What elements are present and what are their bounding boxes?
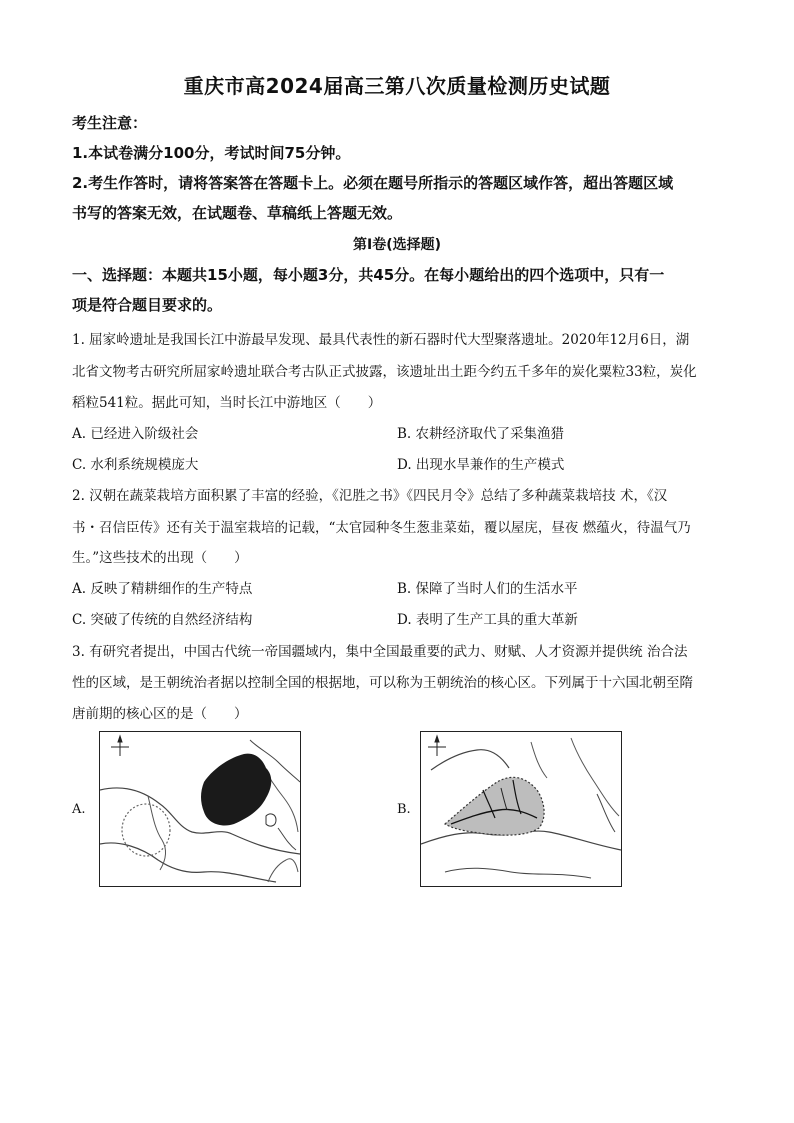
question-1-option-b[interactable]: B. 农耕经济取代了采集渔猎: [397, 426, 565, 442]
map-b-image: [421, 732, 621, 886]
question-2-line-1: 2. 汉朝在蔬菜栽培方面积累了丰富的经验，《氾胜之书》《四民月令》总结了多种蔬菜栽培技 术，《汉: [72, 488, 668, 504]
notice-heading: 考生注意：: [72, 114, 148, 132]
question-3-option-b-label[interactable]: B.: [397, 802, 411, 817]
question-3-line-2: 性的区域，是王朝统治者据以控制全国的根据地，可以称为王朝统治的核心区。下列属于十六国北朝至隋: [72, 675, 693, 691]
question-3-line-3: 唐前期的核心区的是（ ）: [72, 706, 248, 722]
question-2-line-3: 生。”这些技术的出现（ ）: [72, 550, 248, 566]
compass-icon: [428, 736, 446, 756]
section-title: 第Ⅰ卷(选择题): [352, 237, 441, 253]
question-1-option-d[interactable]: D. 出现水旱兼作的生产模式: [397, 457, 565, 473]
map-a-image: [100, 732, 300, 886]
notice-item-1: 1.本试卷满分100分，考试时间75分钟。: [72, 144, 351, 162]
notice-item-2-line-2: 书写的答案无效，在试题卷、草稿纸上答题无效。: [72, 204, 403, 222]
question-2-line-2: 书・召信臣传》还有关于温室栽培的记载，“太官园种冬生葱韭菜茹，覆以屋庑，昼夜 燃蕴火，待温气乃: [72, 520, 691, 536]
part-1-instructions-line-1: 一、选择题：本题共15小题，每小题3分，共45分。在每小题给出的四个选项中，只有一: [72, 266, 665, 284]
question-3-option-b-map[interactable]: [420, 731, 622, 887]
question-3-option-a-map[interactable]: [99, 731, 301, 887]
page-title: 重庆市高2024届高三第八次质量检测历史试题: [183, 74, 611, 98]
question-1-option-c[interactable]: C. 水利系统规模庞大: [72, 457, 199, 473]
question-2-option-c[interactable]: C. 突破了传统的自然经济结构: [72, 612, 253, 628]
compass-icon: [111, 736, 129, 756]
question-2-option-a[interactable]: A. 反映了精耕细作的生产特点: [72, 581, 253, 597]
part-1-instructions-line-2: 项是符合题目要求的。: [72, 296, 223, 314]
question-3-line-1: 3. 有研究者提出，中国古代统一帝国疆域内，集中全国最重要的武力、财赋、人才资源并提供统 治合法: [72, 644, 688, 660]
notice-item-2-line-1: 2.考生作答时，请将答案答在答题卡上。必须在题号所指示的答题区域作答，超出答题区域: [72, 174, 674, 192]
question-1-line-3: 稻粒541粒。据此可知，当时长江中游地区（ ）: [72, 395, 382, 411]
question-1-option-a[interactable]: A. 已经进入阶级社会: [72, 426, 199, 442]
question-2-option-b[interactable]: B. 保障了当时人们的生活水平: [397, 581, 578, 597]
question-3-option-a-label[interactable]: A.: [72, 802, 86, 817]
question-2-option-d[interactable]: D. 表明了生产工具的重大革新: [397, 612, 578, 628]
question-1-line-2: 北省文物考古研究所屈家岭遗址联合考古队正式披露，该遗址出土距今约五千多年的炭化粟粒33粒，炭化: [72, 364, 697, 380]
question-1-line-1: 1. 屈家岭遗址是我国长江中游最早发现、最具代表性的新石器时代大型聚落遗址。2020年12月6日，湖: [72, 332, 690, 348]
